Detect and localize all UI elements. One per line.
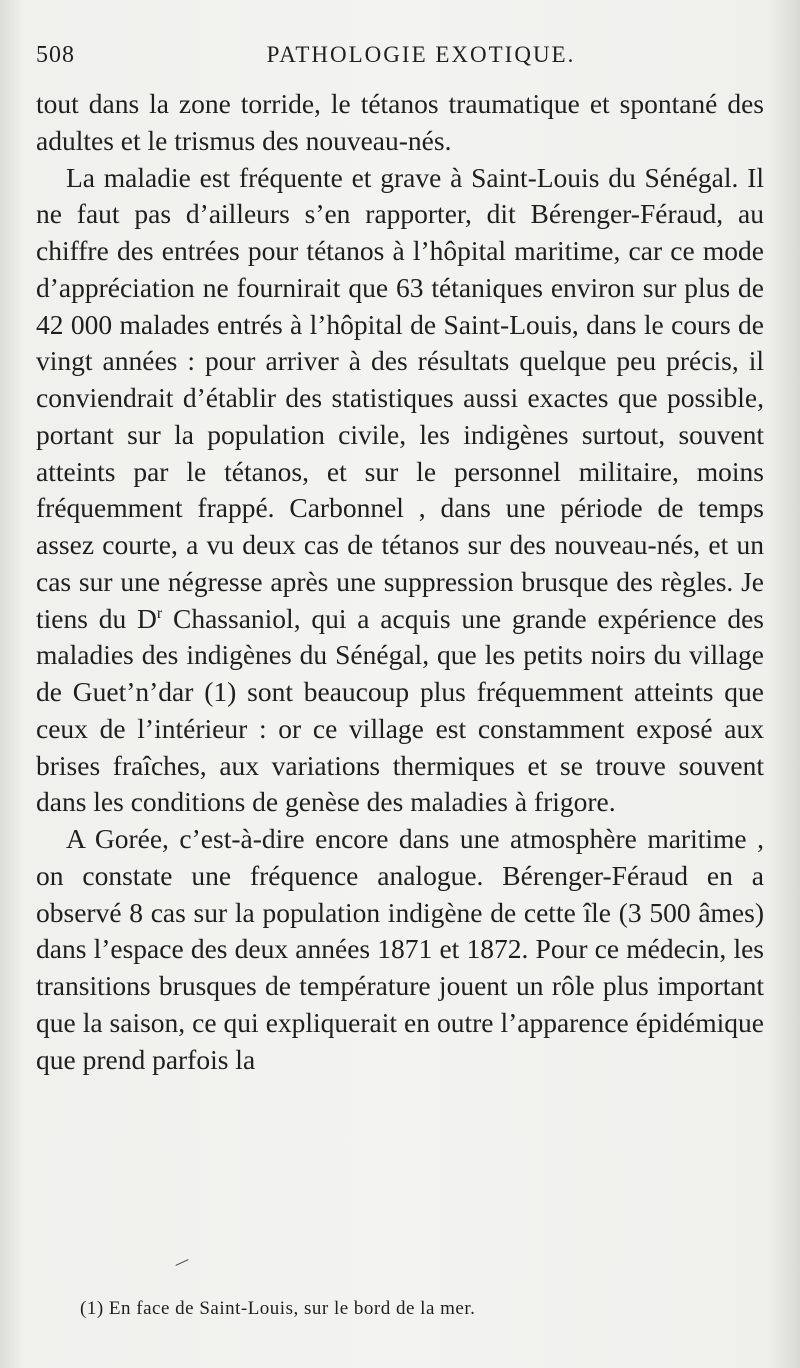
- body-text: [36, 86, 764, 1078]
- page-header-title: PATHOLOGIE EXOTIQUE.: [266, 42, 576, 67]
- page-number: 508: [36, 42, 75, 68]
- doctor-abbreviation-superscript: r: [156, 604, 163, 622]
- paragraph-saint-louis-part-2: Chassaniol, qui a acquis une grande expérience des maladies des indigènes du Sénégal, que les petits noirs du village de Guet’n’dar (1) sont beaucoup plus fréquemment atteints que ceux de l’intérieur : or ce village est constamment exposé aux brises fraîches, aux variations thermiques et se trouve souvent dans les conditions de genèse des maladies à frigore.: [36, 602, 764, 818]
- paragraph-saint-louis-part-1: La maladie est fréquente et grave à Saint-Louis du Sénégal. Il ne faut pas d’ailleurs s’en rapporter, dit Bérenger-Féraud, au chiffre des entrées pour tétanos à l’hôpital maritime, car ce mode d’appréciation ne fournirait que 63 tétaniques environ sur plus de 42 000 malades entrés à l’hôpital de Saint-Louis, dans le cours de vingt années : pour arriver à des résultats quelque peu précis, il conviendrait d’établir des statistiques aussi exactes que possible, portant sur la population civile, les indigènes surtout, souvent atteints par le tétanos, et sur le personnel militaire, moins fréquemment frappé. Carbonnel , dans une période de temps assez courte, a vu deux cas de tétanos sur des nouveau-nés, et un cas sur une négresse après une suppression brusque des règles. Je tiens du D: [36, 161, 764, 634]
- footnote: (1) En face de Saint-Louis, sur le bord de la mer.: [80, 1298, 476, 1319]
- paragraph-goree: A Gorée, c’est-à-dire encore dans une atmosphère maritime , on constate une fréquence analogue. Bérenger-Féraud en a observé 8 cas sur la population indigène de cette île (3 500 âmes) dans l’espace des deux années 1871 et 1872. Pour ce médecin, les transitions brusques de température jouent un rôle plus important que la saison, ce qui expliquerait en outre l’apparence épidémique que prend parfois la: [36, 823, 764, 1075]
- footnote-separator: [175, 1259, 188, 1266]
- paragraph-continued: tout dans la zone torride, le tétanos traumatique et spontané des adultes et le trismus des nouveau-nés.: [36, 88, 764, 156]
- running-head: [36, 42, 766, 76]
- paragraph-saint-louis: [36, 160, 764, 822]
